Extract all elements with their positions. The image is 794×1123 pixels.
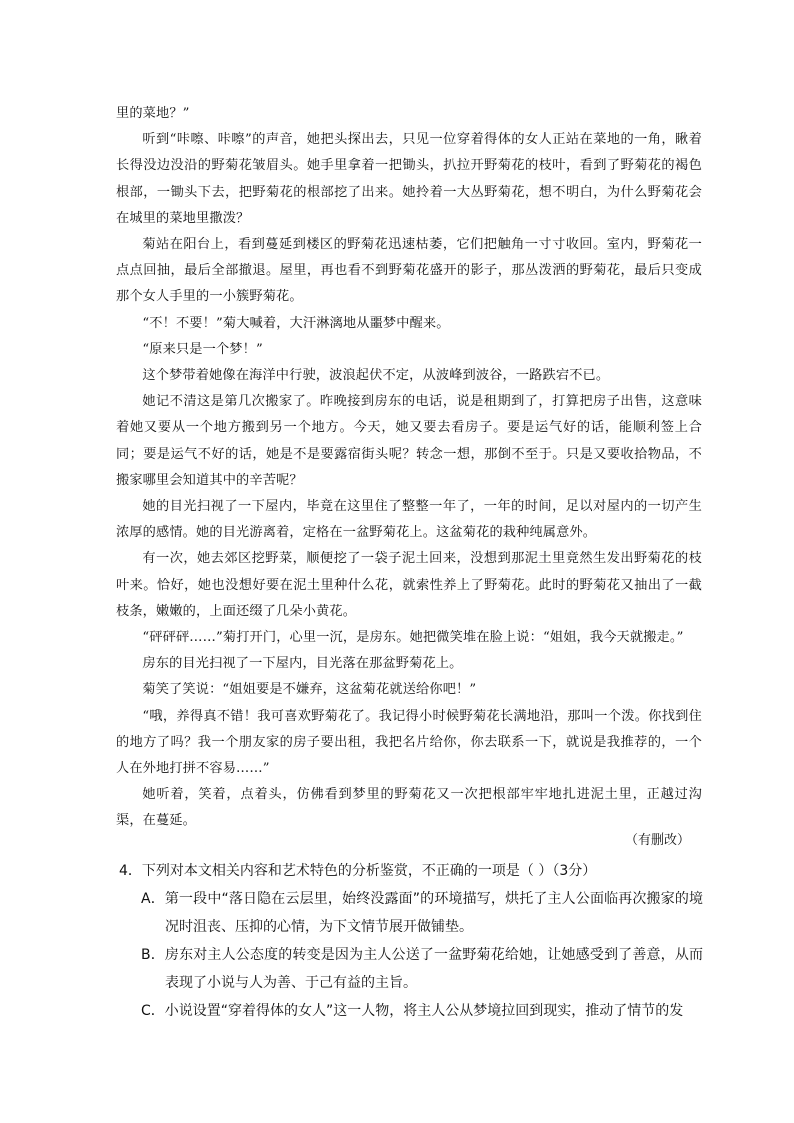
edit-note: （有删改） [624, 833, 690, 848]
story-paragraph: 她听着，笑着，点着头，仿佛看到梦里的野菊花又一次把根部牢牢地扎进泥土里，正越过沟渠，在蔓延。 [116, 787, 702, 829]
question-option-c: C．小说设置“穿着得体的女人”这一人物，将主人公从梦境拉回到现实，推动了情节的发 [141, 1003, 684, 1019]
story-paragraph: 里的菜地？” [116, 106, 190, 121]
story-paragraph: 菊站在阳台上，看到蔓延到楼区的野菊花迅速枯萎，它们把触角一寸寸收回。室内，野菊花一点点回抽，最后全部撤退。屋里，再也看不到野菊花盛开的影子，那丛泼洒的野菊花，最后只变成那个女人手里的一小簇野菊花。 [116, 237, 702, 305]
question-4 [119, 857, 703, 1025]
story-paragraph: 她记不清这是第几次搬家了。昨晚接到房东的电话，说是租期到了，打算把房子出售，这意味着她又要从一个地方搬到另一个地方。今天，她又要去看房子。要是运气好的话，能顺利签上合同；要是运气不好的话，她是不是要露宿街头呢？转念一想，那倒不至于。只是又要收拾物品，不搬家哪里会知道其中的辛苦呢？ [116, 394, 702, 488]
story-paragraph: 有一次，她去郊区挖野菜，顺便挖了一袋子泥土回来，没想到那泥土里竟然生发出野菊花的枝叶来。恰好，她也没想好要在泥土里种什么花，就索性养上了野菊花。此时的野菊花又抽出了一截枝条，嫩嫩的，上面还缀了几朵小黄花。 [116, 551, 702, 619]
story-paragraph: “不！不要！”菊大喊着，大汗淋漓地从噩梦中醒来。 [142, 315, 450, 331]
question-stem: 4．下列对本文相关内容和艺术特色的分析鉴赏，不正确的一项是（ ）（3分） [119, 863, 597, 879]
question-option-b: B．房东对主人公态度的转变是因为主人公送了一盆野菊花给她，让她感受到了善意，从而表现了小说与人为善、于己有益的主旨。 [141, 947, 703, 991]
story-paragraph: “砰砰砰……”菊打开门，心里一沉，是房东。她把微笑堆在脸上说：“姐姐，我今天就搬走。” [142, 630, 684, 646]
story-paragraph: “哦，养得真不错！我可喜欢野菊花了。我记得小时候野菊花长满地沿，那叫一个泼。你找到住的地方了吗？我一个朋友家的房子要出租，我把名片给你，你去联系一下，就说是我推荐的，一个人在外地打拼不容易……” [116, 708, 702, 777]
story-paragraph: 听到“咔嚓、咔嚓”的声音，她把头探出去，只见一位穿着得体的女人正站在菜地的一角，瞅着长得没边没沿的野菊花皱眉头。她手里拿着一把锄头，扒拉开野菊花的枝叶，看到了野菊花的褐色根部，一锄头下去，把野菊花的根部挖了出来。她拎着一大丛野菊花，想不明白，为什么野菊花会在城里的菜地里撒泼？ [116, 132, 702, 226]
story-paragraph: “原来只是一个梦！” [142, 341, 263, 357]
story-paragraph: 这个梦带着她像在海洋中行驶，波浪起伏不定，从波峰到波谷，一路跌宕不已。 [142, 368, 610, 384]
story-paragraph: 房东的目光扫视了一下屋内，目光落在那盆野菊花上。 [142, 656, 463, 672]
story-paragraph: 她的目光扫视了一下屋内，毕竟在这里住了整整一年了，一年的时间，足以对屋内的一切产生浓厚的感情。她的目光游离着，定格在一盆野菊花上。这盆菊花的栽种纯属意外。 [116, 499, 702, 541]
question-option-a: A．第一段中“落日隐在云层里，始终没露面”的环境描写，烘托了主人公面临再次搬家的境况时沮丧、压抑的心情，为下文情节展开做铺垫。 [141, 891, 703, 935]
story-text [116, 101, 702, 835]
story-paragraph: 菊笑了笑说：“姐姐要是不嫌弃，这盆菊花就送给你吧！” [142, 682, 477, 698]
